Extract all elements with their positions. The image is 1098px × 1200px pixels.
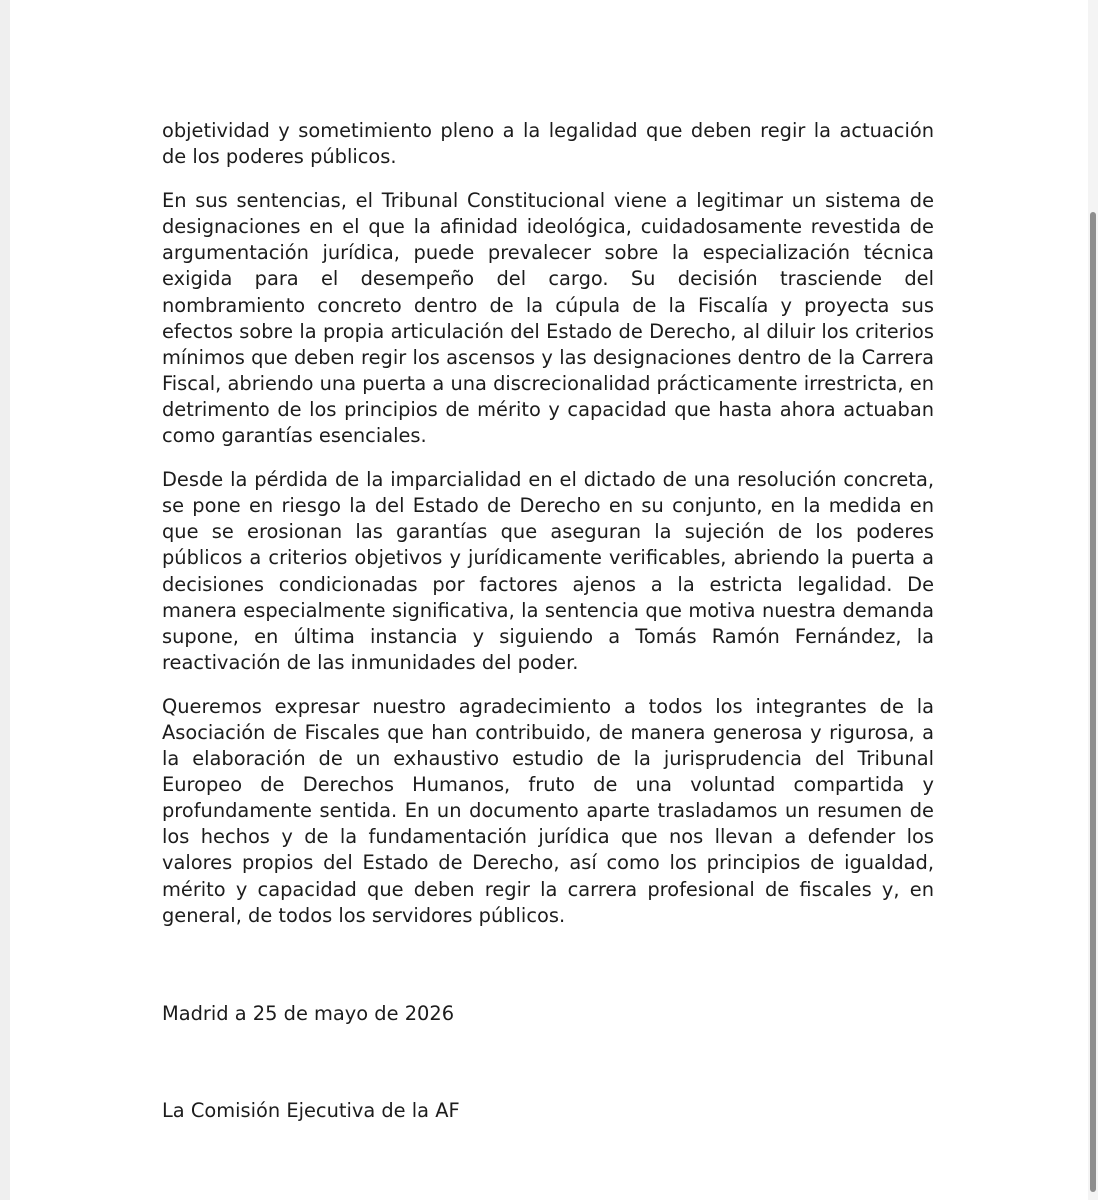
paragraph-4: Queremos expresar nuestro agradecimiento a todos los integrantes de la Asociación de Fiscales que han contribuido, de manera generosa y rigurosa, a la elaboración de un exhaustivo estudio de la jurisprudencia del Tribunal Europeo de Derechos Humanos, fruto de una voluntad compartida y profundamente sentida. En un documento aparte trasladamos un resumen de los hechos y de la fundamentación jurídica que nos llevan a defender los valores propios del Estado de Derecho, así como los principios de igualdad, mérito y capacidad que deben regir la carrera profesional de fiscales y, en general, de todos los servidores públicos. (162, 694, 934, 927)
document-body (162, 118, 934, 1122)
document-page (10, 0, 1088, 1200)
scrollbar-thumb[interactable] (1090, 212, 1096, 1192)
paragraph-2: En sus sentencias, el Tribunal Constitucional viene a legitimar un sistema de designaciones en el que la afinidad ideológica, cuidadosamente revestida de argumentación jurídica, puede prevalecer sobre la especialización técnica exigida para el desempeño del cargo. Su decisión trasciende del nombramiento concreto dentro de la cúpula de la Fiscalía y proyecta sus efectos sobre la propia articulación del Estado de Derecho, al diluir los criterios mínimos que deben regir los ascensos y las designaciones dentro de la Carrera Fiscal, abriendo una puerta a una discrecionalidad prácticamente irrestricta, en detrimento de los principios de mérito y capacidad que hasta ahora actuaban como garantías esenciales. (162, 189, 934, 448)
paragraph-3: Desde la pérdida de la imparcialidad en el dictado de una resolución concreta, se pone en riesgo la del Estado de Derecho en su conjunto, en la medida en que se erosionan las garantías que aseguran la sujeción de los poderes públicos a criterios objetivos y jurídicamente verificables, abriendo la puerta a decisiones condicionadas por factores ajenos a la estricta legalidad. De manera especialmente significativa, la sentencia que motiva nuestra demanda supone, en última instancia y siguiendo a Tomás Ramón Fernández, la reactivación de las inmunidades del poder. (162, 468, 934, 674)
vertical-scrollbar[interactable] (1088, 0, 1098, 1200)
signature-line: La Comisión Ejecutiva de la AF (162, 1099, 460, 1122)
paragraph-1: objetividad y sometimiento pleno a la legalidad que deben regir la actuación de los poderes públicos. (162, 119, 934, 169)
date-line: Madrid a 25 de mayo de 2026 (162, 1002, 455, 1025)
